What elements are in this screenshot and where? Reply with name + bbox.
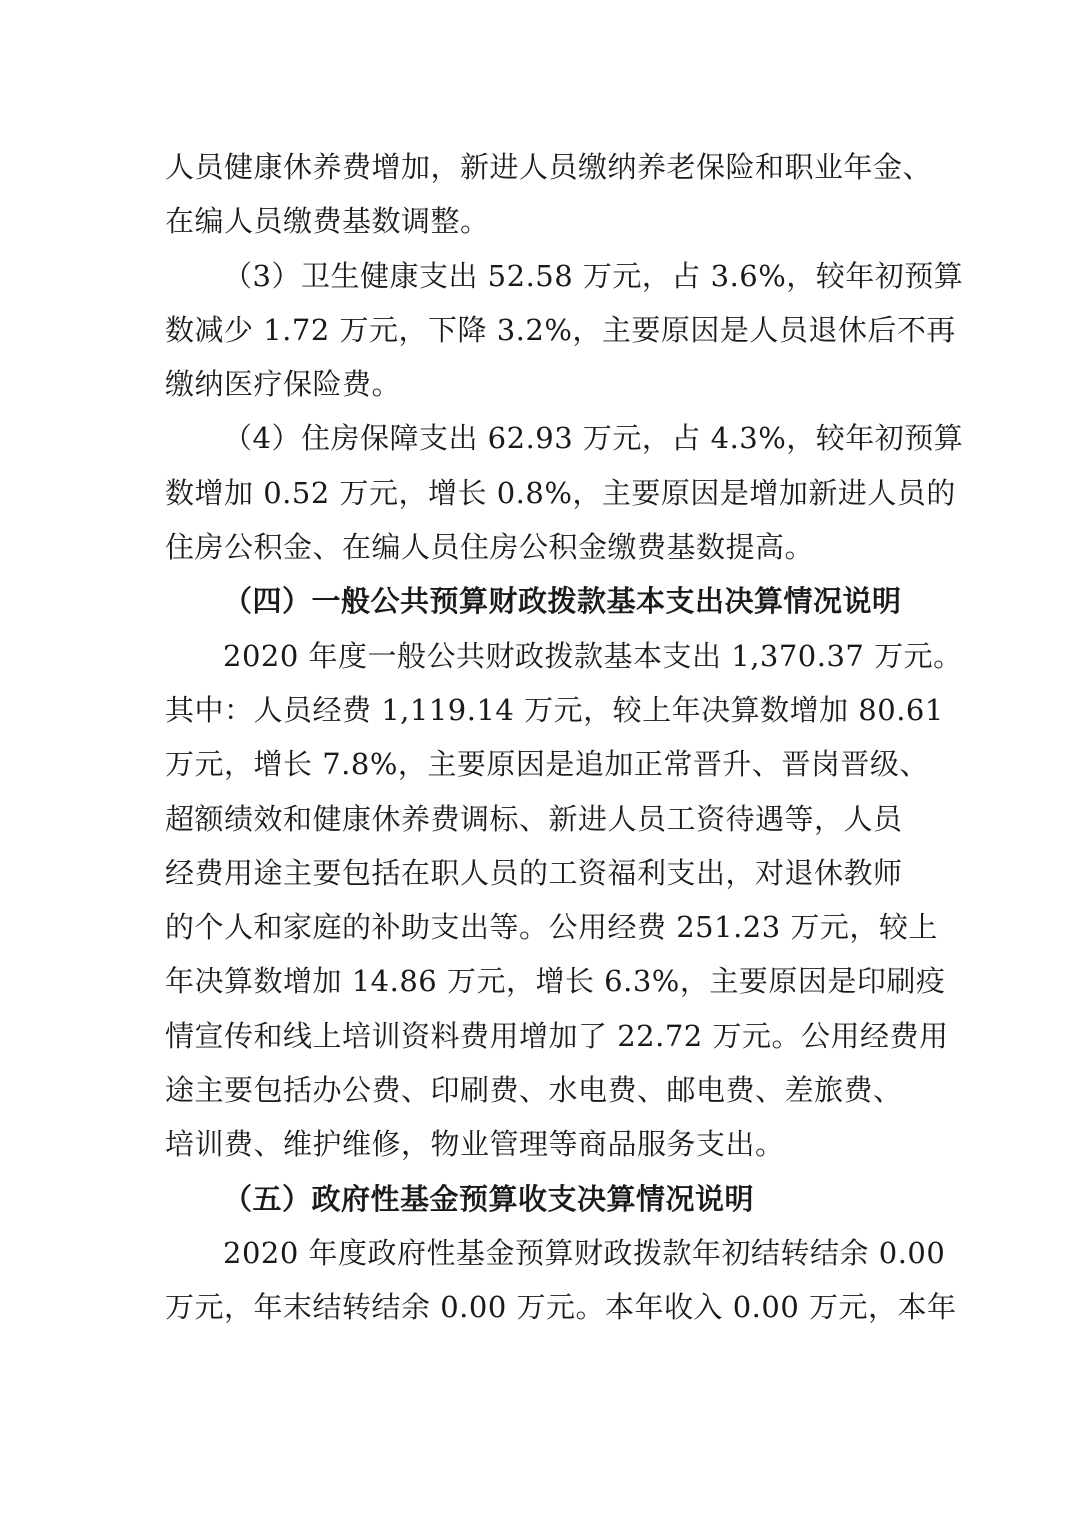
text-line: 其中：人员经费 1,119.14 万元，较上年决算数增加 80.61 xyxy=(165,692,944,727)
section-heading: （四）一般公共预算财政拨款基本支出决算情况说明 xyxy=(223,584,902,619)
text-line: 人员健康休养费增加，新进人员缴纳养老保险和职业年金、 xyxy=(165,150,933,184)
text-line: （3）卫生健康支出 52.58 万元，占 3.6%，较年初预算 xyxy=(223,258,964,293)
text-line: 经费用途主要包括在职人员的工资福利支出，对退休教师 xyxy=(165,855,903,890)
text-line: 万元，年末结转结余 0.00 万元。本年收入 0.00 万元，本年 xyxy=(165,1290,957,1325)
text-line: 数减少 1.72 万元，下降 3.2%，主要原因是人员退休后不再 xyxy=(165,312,956,347)
text-line: 超额绩效和健康休养费调标、新进人员工资待遇等，人员 xyxy=(165,801,903,836)
text-line: （4）住房保障支出 62.93 万元，占 4.3%，较年初预算 xyxy=(223,421,964,456)
text-line: 情宣传和线上培训资料费用增加了 22.72 万元。公用经费用 xyxy=(165,1018,949,1053)
text-line: 万元，增长 7.8%，主要原因是追加正常晋升、晋岗晋级、 xyxy=(165,747,929,782)
text-line: 2020 年度一般公共财政拨款基本支出 1,370.37 万元。 xyxy=(223,638,963,673)
text-line: 住房公积金、在编人员住房公积金缴费基数提高。 xyxy=(165,530,815,565)
text-line: 培训费、维护维修，物业管理等商品服务支出。 xyxy=(165,1127,785,1162)
section-heading: （五）政府性基金预算收支决算情况说明 xyxy=(223,1181,755,1216)
text-line: 途主要包括办公费、印刷费、水电费、邮电费、差旅费、 xyxy=(165,1073,903,1108)
document-body xyxy=(165,140,964,1335)
text-line: 2020 年度政府性基金预算财政拨款年初结转结余 0.00 xyxy=(223,1235,946,1270)
text-line: 的个人和家庭的补助支出等。公用经费 251.23 万元，较上 xyxy=(165,910,938,945)
text-line: 数增加 0.52 万元，增长 0.8%，主要原因是增加新进人员的 xyxy=(165,475,956,510)
text-line: 缴纳医疗保险费。 xyxy=(165,367,402,402)
text-line: 年决算数增加 14.86 万元，增长 6.3%，主要原因是印刷疫 xyxy=(165,964,946,999)
text-line: 在编人员缴费基数调整。 xyxy=(165,204,490,239)
